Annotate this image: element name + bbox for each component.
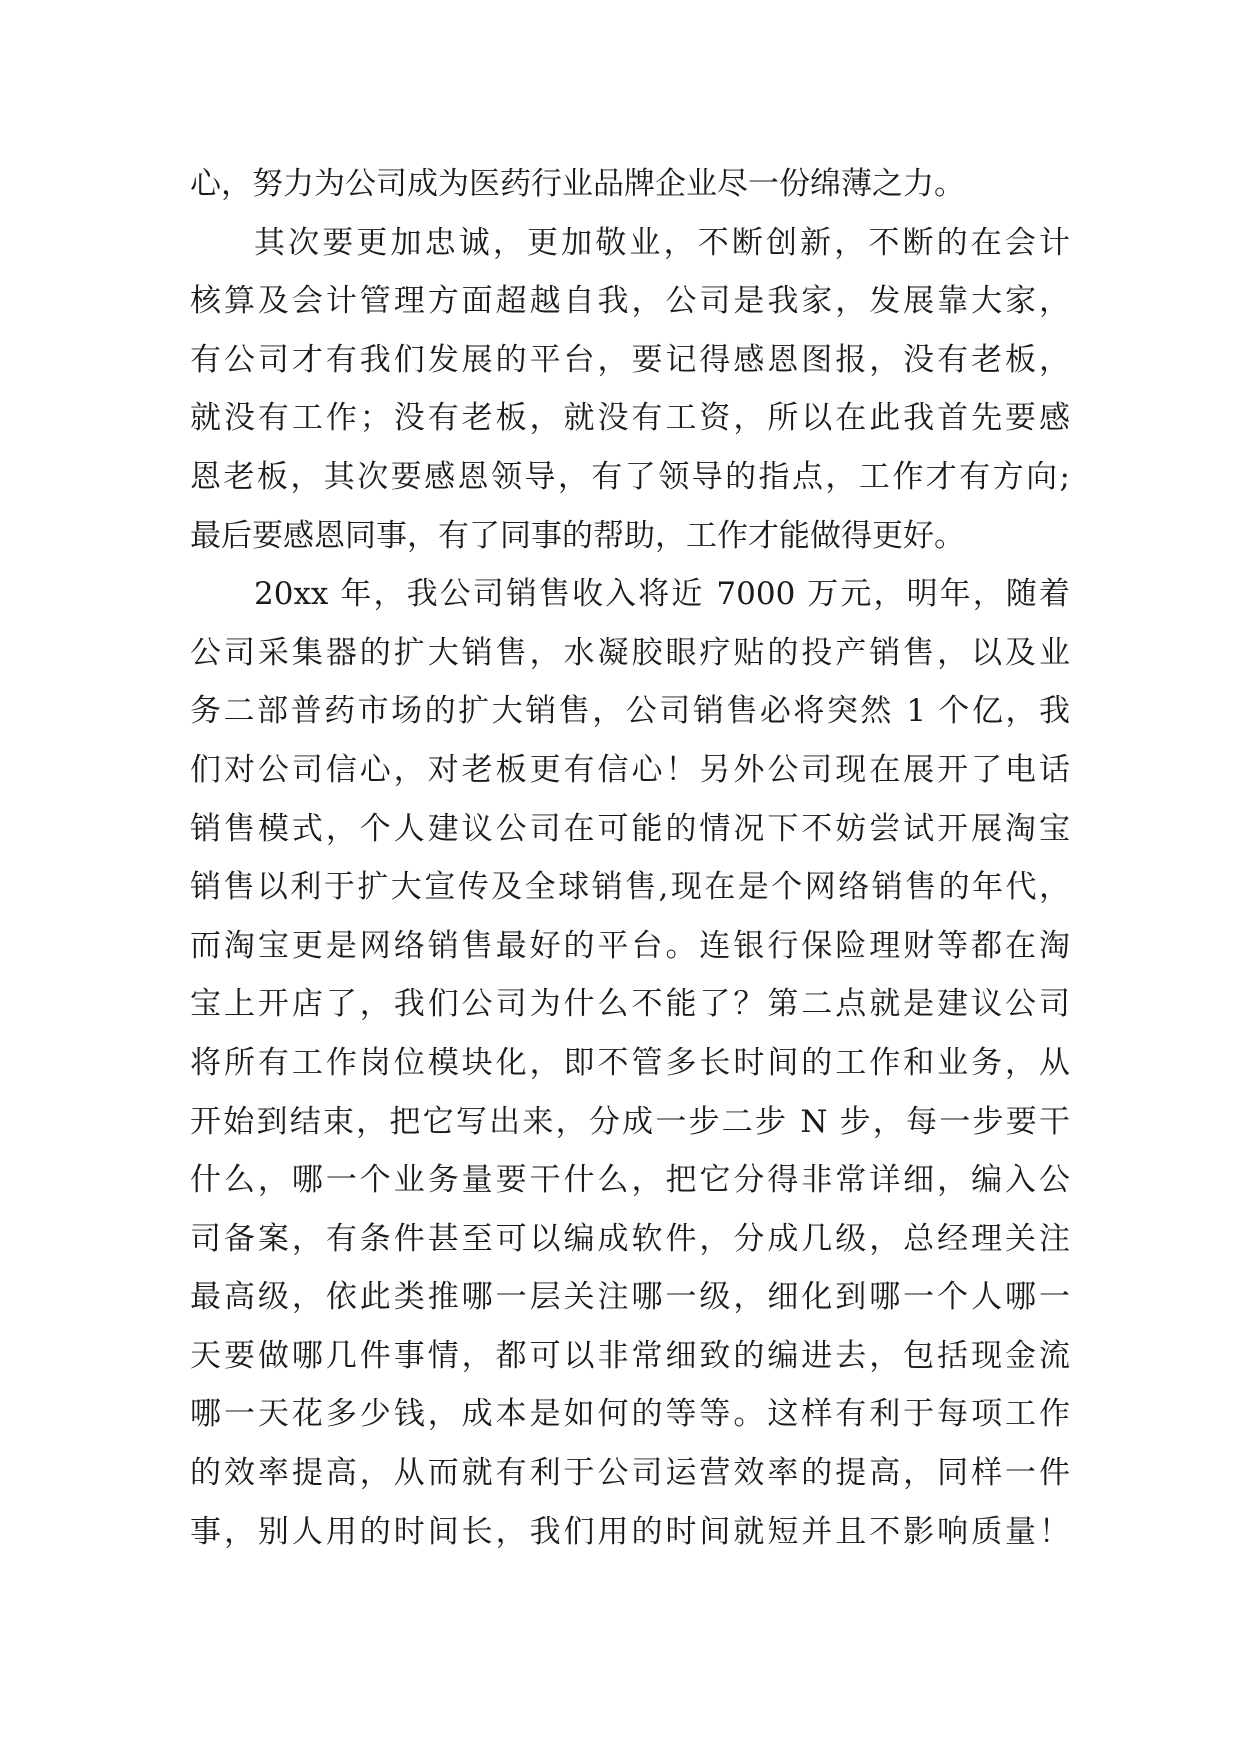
text-line: 务二部普药市场的扩大销售，公司销售必将突然 1 个亿，我 <box>190 693 1070 730</box>
body-text <box>190 155 1070 1561</box>
text-line: 公司采集器的扩大销售，水凝胶眼疗贴的投产销售，以及业 <box>190 634 1070 671</box>
text-line: 宝上开店了，我们公司为什么不能了？第二点就是建议公司 <box>190 986 1070 1023</box>
text-line: 销售模式，个人建议公司在可能的情况下不妨尝试开展淘宝 <box>190 810 1070 847</box>
text-line: 开始到结束，把它写出来，分成一步二步 N 步，每一步要干 <box>190 1103 1070 1140</box>
text-line: 哪一天花多少钱，成本是如何的等等。这样有利于每项工作 <box>190 1396 1070 1433</box>
text-line: 们对公司信心，对老板更有信心！另外公司现在展开了电话 <box>190 751 1070 788</box>
text-line: 恩老板，其次要感恩领导，有了领导的指点，工作才有方向; <box>190 458 1070 495</box>
text-line: 就没有工作；没有老板，就没有工资，所以在此我首先要感 <box>190 400 1070 437</box>
text-line: 最高级，依此类推哪一层关注哪一级，细化到哪一个人哪一 <box>190 1279 1070 1316</box>
text-line: 最后要感恩同事，有了同事的帮助，工作才能做得更好。 <box>190 517 965 554</box>
text-line: 将所有工作岗位模块化，即不管多长时间的工作和业务，从 <box>190 1044 1070 1081</box>
text-line: 天要做哪几件事情，都可以非常细致的编进去，包括现金流 <box>190 1337 1070 1374</box>
text-line: 事，别人用的时间长，我们用的时间就短并且不影响质量！ <box>190 1513 1070 1550</box>
text-line: 核算及会计管理方面超越自我，公司是我家，发展靠大家， <box>190 283 1070 320</box>
text-line: 有公司才有我们发展的平台，要记得感恩图报，没有老板， <box>190 341 1070 378</box>
text-line: 而淘宝更是网络销售最好的平台。连银行保险理财等都在淘 <box>190 927 1070 964</box>
text-line: 司备案，有条件甚至可以编成软件，分成几级，总经理关注 <box>190 1220 1070 1257</box>
text-line: 的效率提高，从而就有利于公司运营效率的提高，同样一件 <box>190 1455 1070 1492</box>
text-line: 心，努力为公司成为医药行业品牌企业尽一份绵薄之力。 <box>190 166 965 202</box>
text-line: 什么，哪一个业务量要干什么，把它分得非常详细，编入公 <box>190 1162 1070 1199</box>
text-line: 20xx 年，我公司销售收入将近 7000 万元，明年，随着 <box>254 576 1070 613</box>
text-line: 销售以利于扩大宣传及全球销售,现在是个网络销售的年代， <box>190 869 1070 906</box>
text-line: 其次要更加忠诚，更加敬业，不断创新，不断的在会计 <box>254 224 1070 261</box>
